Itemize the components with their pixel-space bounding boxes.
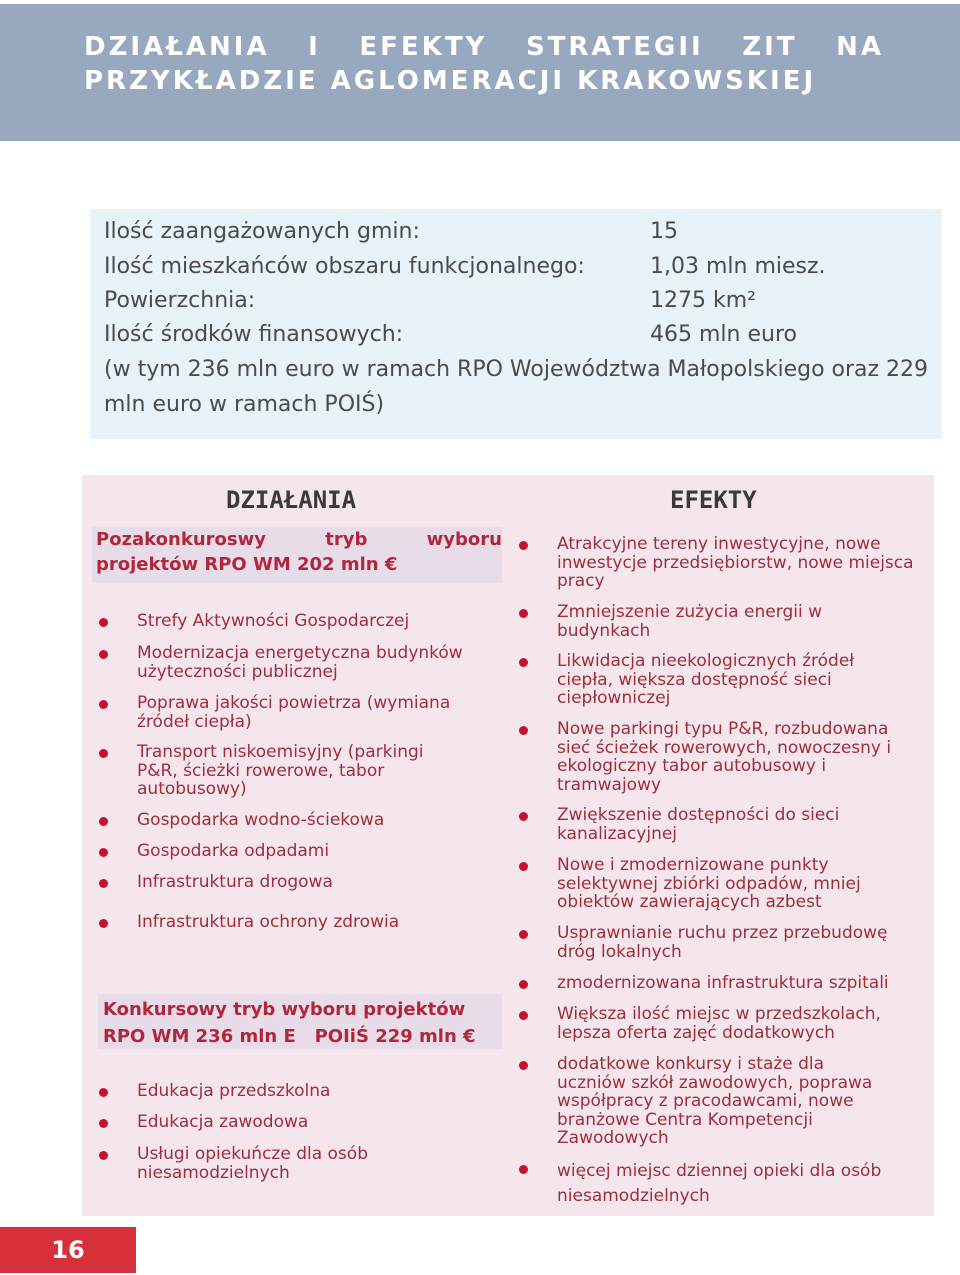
bullet-icon (519, 862, 528, 871)
stat-value: 1275 km² (650, 288, 756, 313)
title-word: DZIAŁANIA (84, 32, 270, 62)
stat-label: Ilość mieszkańców obszaru funkcjonalnego: (104, 254, 585, 279)
bullet-icon (99, 1088, 108, 1097)
stat-label: Ilość zaangażowanych gmin: (104, 219, 420, 244)
heading-line: RPO WM 236 mln E POIiŚ 229 mln € (103, 1026, 476, 1047)
stat-value: 15 (650, 219, 678, 244)
page-title (84, 30, 884, 98)
list-item: Poprawa jakości powietrza (wymiana źródeł ciepła) (137, 694, 477, 731)
bullet-icon (519, 812, 528, 821)
list-item: Większa ilość miejsc w przedszkolach, lepsza oferta zajęć dodatkowych (557, 1005, 922, 1042)
stat-value: 465 mln euro (650, 322, 797, 347)
bullet-icon (99, 817, 108, 826)
list-item: Edukacja przedszkolna (137, 1082, 497, 1101)
list-item: Gospodarka wodno-ściekowa (137, 811, 497, 830)
list-item: Likwidacja nieekologicznych źródeł ciepła, większa dostępność sieci ciepłowniczej (557, 652, 897, 708)
stat-label: Powierzchnia: (104, 288, 256, 313)
page-number: 16 (0, 1227, 136, 1273)
bullet-icon (519, 980, 528, 989)
funding-note: (w tym 236 mln euro w ramach RPO Województwa Małopolskiego oraz 229 mln euro w ramach POIŚ) (104, 357, 929, 417)
non-competitive-heading (92, 527, 502, 583)
title-word: STRATEGII (525, 32, 704, 62)
bullet-icon (99, 749, 108, 758)
bullet-icon (99, 1119, 108, 1128)
list-item: Transport niskoemisyjny (parkingi P&R, ścieżki rowerowe, tabor autobusowy) (137, 743, 457, 799)
effects-column-title: EFEKTY (670, 486, 757, 514)
list-item: Strefy Aktywności Gospodarczej (137, 612, 497, 631)
list-item: Zwiększenie dostępności do sieci kanalizacyjnej (557, 806, 877, 843)
bullet-icon (519, 930, 528, 939)
list-item: dodatkowe konkursy i staże dla uczniów szkół zawodowych, poprawa współpracy z pracodawcami, nowe branżowe Centra Kompetencji Zawodowych (557, 1055, 887, 1148)
stat-value: 1,03 mln miesz. (650, 254, 826, 279)
bullet-icon (519, 1011, 528, 1020)
list-item: Usprawnianie ruchu przez przebudowę dróg lokalnych (557, 924, 922, 961)
list-item: zmodernizowana infrastruktura szpitali (557, 974, 927, 993)
title-word: I (308, 32, 321, 62)
bullet-icon (99, 618, 108, 627)
list-item: Edukacja zawodowa (137, 1113, 497, 1132)
actions-column-title: DZIAŁANIA (226, 486, 357, 514)
bullet-icon (99, 700, 108, 709)
heading-line: Konkursowy tryb wyboru projektów (103, 999, 466, 1020)
bullet-icon (519, 726, 528, 735)
list-item: więcej miejsc dziennej opieki dla osób niesamodzielnych (557, 1159, 922, 1209)
list-item: Modernizacja energetyczna budynków użyteczności publicznej (137, 644, 497, 681)
list-item: Nowe parkingi typu P&R, rozbudowana sieć ścieżek rowerowych, nowoczesny i ekologiczny tabor autobusowy i tramwajowy (557, 720, 922, 794)
list-item: Usługi opiekuńcze dla osób niesamodzielnych (137, 1145, 437, 1182)
bullet-icon (99, 848, 108, 857)
stat-label: Ilość środków finansowych: (104, 322, 404, 347)
list-item: Infrastruktura ochrony zdrowia (137, 913, 497, 932)
title-word: ZIT (742, 32, 798, 62)
list-item: Atrakcyjne tereny inwestycyjne, nowe inwestycje przedsiębiorstw, nowe miejsca pracy (557, 535, 922, 591)
list-item: Nowe i zmodernizowane punkty selektywnej zbiórki odpadów, mniej obiektów zawierających azbest (557, 856, 897, 912)
competitive-heading (98, 994, 502, 1049)
list-item: Infrastruktura drogowa (137, 873, 497, 892)
bullet-icon (519, 658, 528, 667)
bullet-icon (519, 541, 528, 550)
title-word: EFEKTY (359, 32, 488, 62)
stats-box (90, 209, 942, 439)
bullet-icon (519, 1061, 528, 1070)
title-line-2: PRZYKŁADZIE AGLOMERACJI KRAKOWSKIEJ (84, 66, 817, 96)
bullet-icon (99, 650, 108, 659)
bullet-icon (519, 609, 528, 618)
title-word: NA (836, 32, 884, 62)
bullet-icon (99, 879, 108, 888)
heading-line: Pozakonkuroswy tryb wyboru (96, 529, 502, 550)
list-item: Gospodarka odpadami (137, 842, 497, 861)
list-item: Zmniejszenie zużycia energii w budynkach (557, 603, 857, 640)
bullet-icon (99, 1151, 108, 1160)
heading-line: projektów RPO WM 202 mln € (96, 554, 398, 575)
title-line-1 (84, 30, 884, 64)
bullet-icon (519, 1165, 528, 1174)
bullet-icon (99, 919, 108, 928)
